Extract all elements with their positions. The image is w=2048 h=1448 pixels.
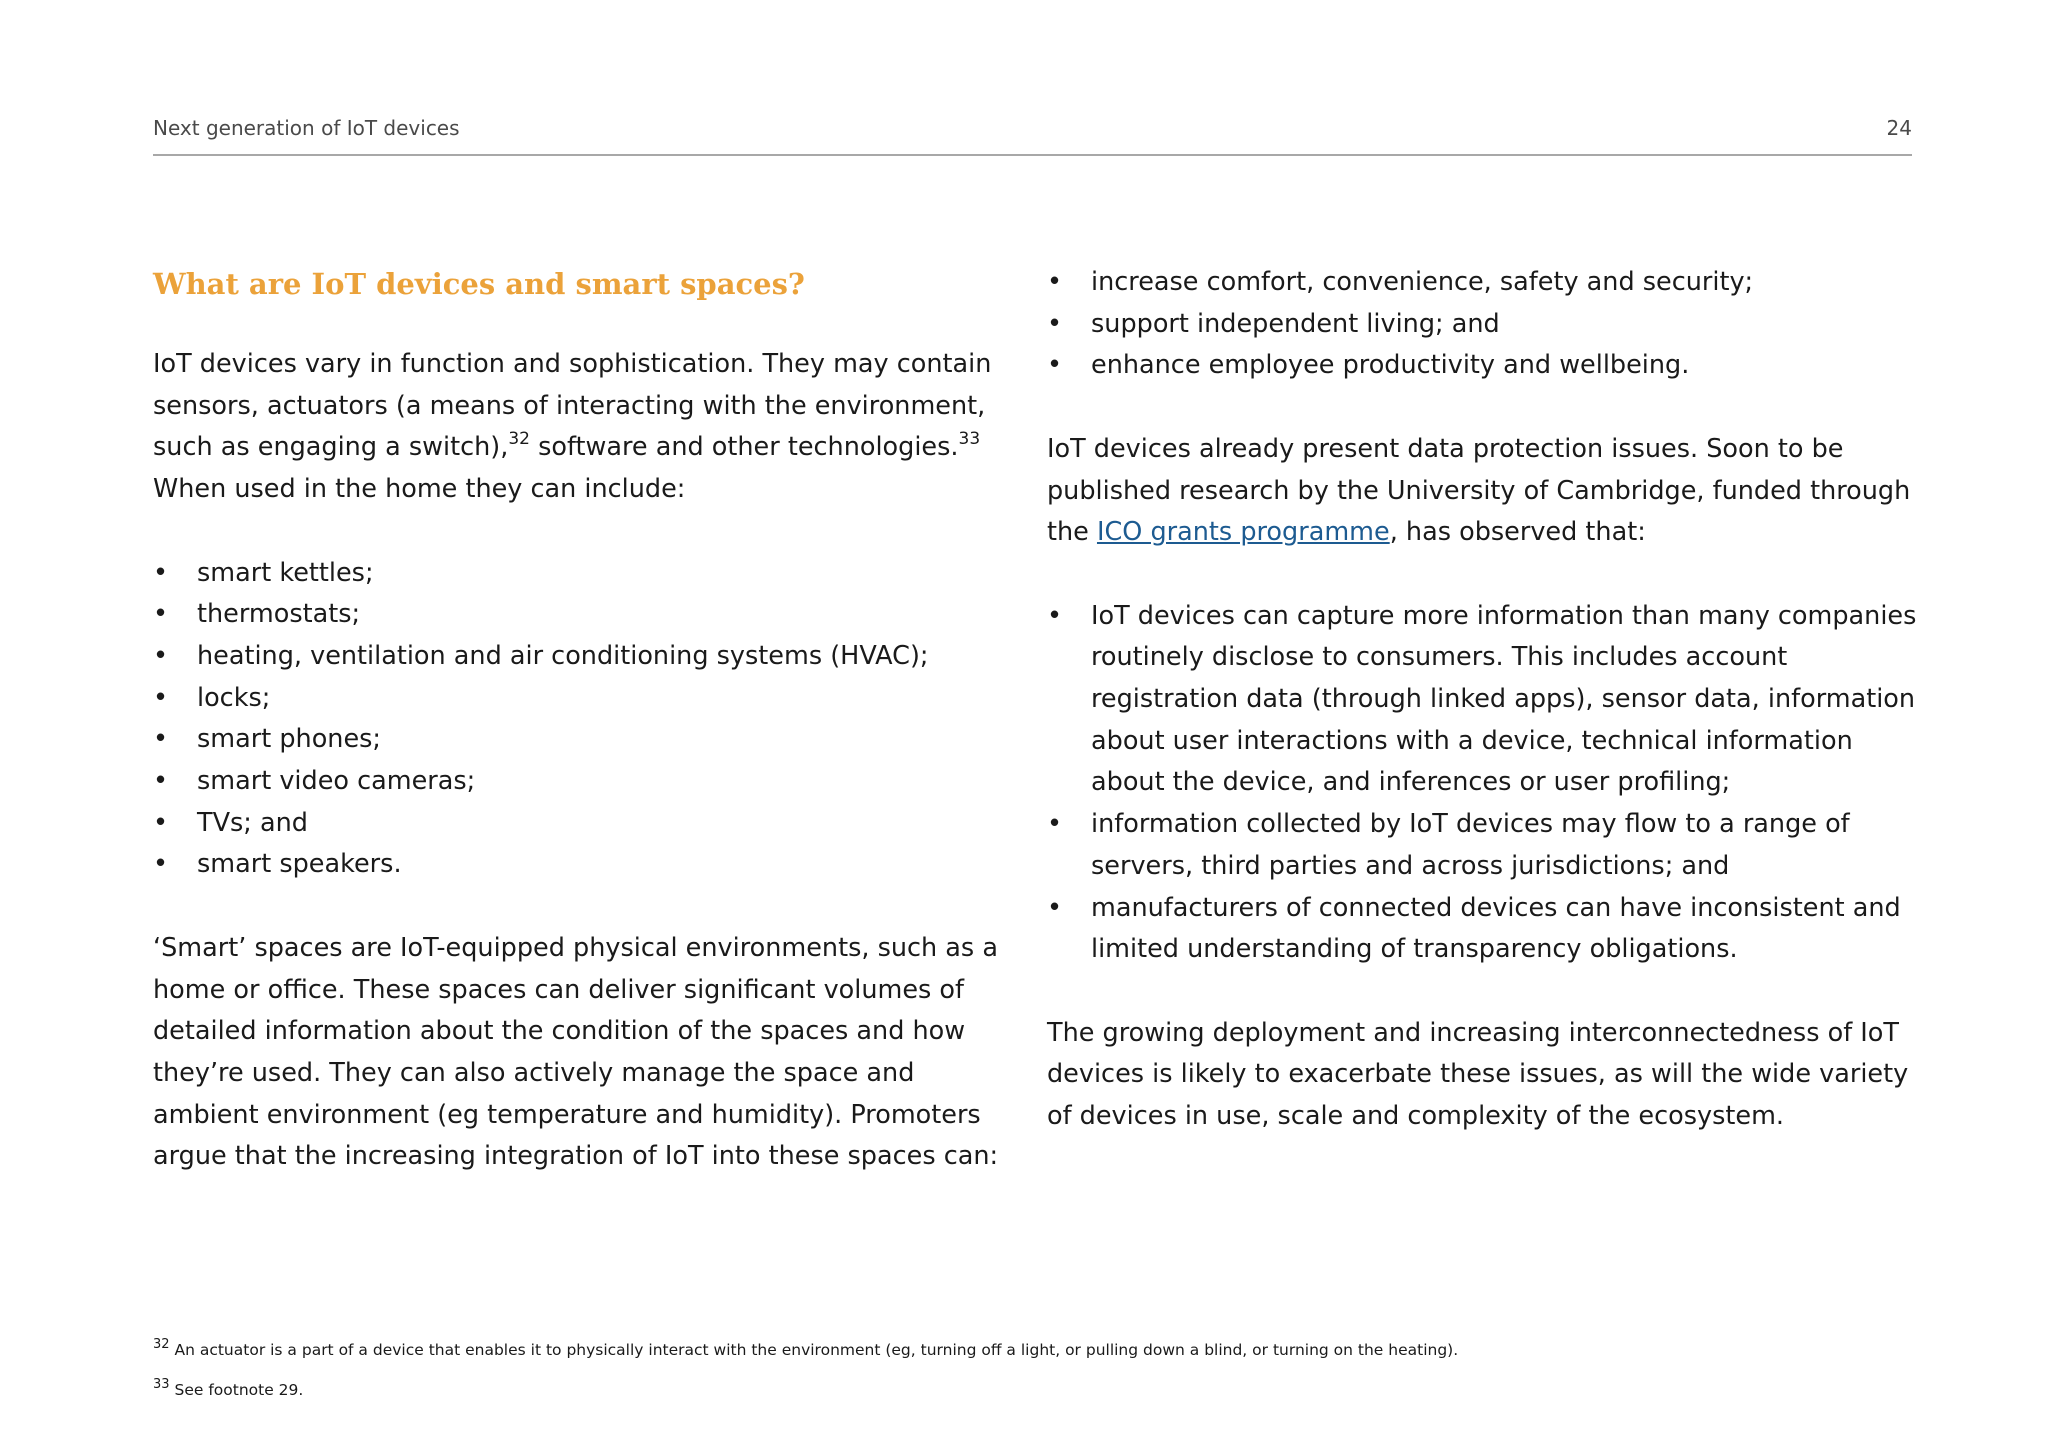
list-item: • smart speakers. [153,844,1003,886]
intro-text-1: IoT devices vary in function and sophistication. They may contain sensors, actuators (a means of interacting with the environment, such as engaging a switch), [153,349,992,463]
research-text-2: , has observed that: [1389,517,1646,548]
footnote-number: 32 [153,1337,170,1352]
list-item: • support independent living; and [1047,304,1917,346]
footnotes [153,1330,1912,1410]
list-item: • enhance employee productivity and wellbeing. [1047,345,1917,387]
intro-paragraph [153,344,1003,511]
ico-grants-link[interactable]: ICO grants programme [1096,517,1390,548]
list-item: • IoT devices can capture more information than many companies routinely disclose to consumers. This includes account registration data (through linked apps), sensor data, information about user interactions with a device, technical information about the device, and inferences or user profiling; [1047,596,1917,805]
footnote-ref-33[interactable]: 33 [958,429,981,450]
footnote-text: An actuator is a part of a device that enables it to physically interact with the environment (eg, turning off a light, or pulling down a blind, or turning on the heating). [174,1341,1459,1359]
footnote-text: See footnote 29. [174,1381,304,1399]
research-text-1: IoT devices already present data protection issues. Soon to be published research by the University of Cambridge, funded through the [1047,433,1911,548]
page-number: 24 [1886,116,1912,140]
footnote-ref-32[interactable]: 32 [508,429,530,450]
research-paragraph [1047,429,1917,554]
list-item: • locks; [153,678,1003,720]
list-item: • thermostats; [153,594,1003,636]
footnote-number: 33 [153,1377,170,1392]
list-item: • smart video cameras; [153,761,1003,803]
page-header [153,114,1912,156]
list-item: • increase comfort, convenience, safety and security; [1047,262,1917,304]
section-heading: What are IoT devices and smart spaces? [153,267,805,301]
intro-text-2: software and other technologies. [529,432,959,463]
left-column [153,262,1003,1178]
list-item: • smart kettles; [153,553,1003,595]
home-devices-list [153,553,1003,887]
document-title: Next generation of IoT devices [153,116,460,140]
conclusion-paragraph: The growing deployment and increasing interconnectedness of IoT devices is likely to exacerbate these issues, as will the wide variety of devices in use, scale and complexity of the ecosystem. [1047,1017,1909,1132]
right-column [1047,262,1917,1138]
footnote-32 [153,1330,1912,1370]
list-item: • smart phones; [153,719,1003,761]
benefits-list [1047,262,1917,387]
findings-list [1047,596,1917,971]
footnote-33 [153,1370,1912,1410]
list-item: • TVs; and [153,803,1003,845]
smart-spaces-paragraph: ‘Smart’ spaces are IoT-equipped physical environments, such as a home or office. These spaces can deliver significant volumes of detailed information about the condition of the spaces and how they’re used. They can also actively manage the space and ambient environment (eg temperature and humidity). Promoters argue that the increasing integration of IoT into these spaces can: [153,932,999,1172]
list-item: • information collected by IoT devices may flow to a range of servers, third parties and across jurisdictions; and [1047,804,1917,887]
intro-text-3: When used in the home they can include: [153,474,686,505]
list-item: • manufacturers of connected devices can have inconsistent and limited understanding of transparency obligations. [1047,888,1917,971]
list-item: • heating, ventilation and air conditioning systems (HVAC); [153,636,1003,678]
